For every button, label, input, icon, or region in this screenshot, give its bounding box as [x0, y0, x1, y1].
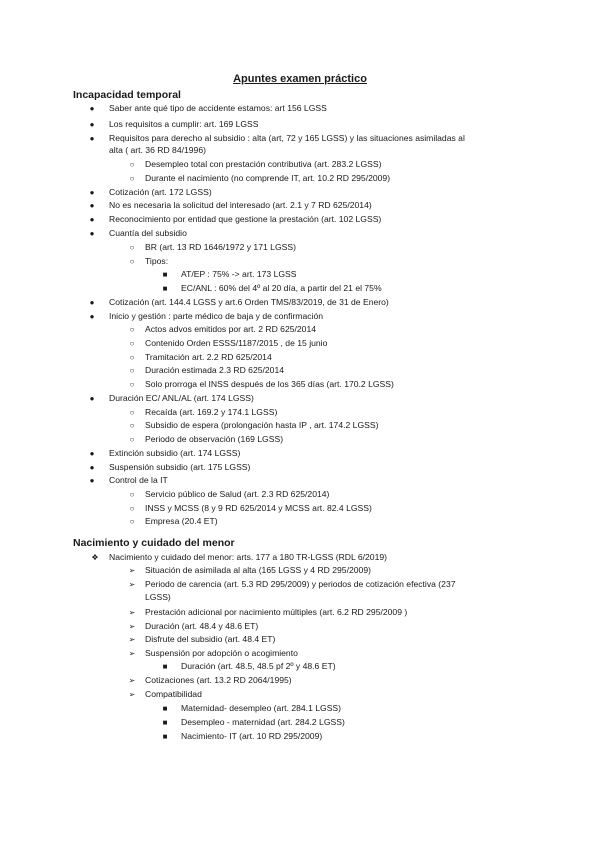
list-item: Recaída (art. 169.2 y 174.1 LGSS) [145, 407, 278, 417]
list-item: Duración EC/ ANL/AL (art. 174 LGSS) [109, 393, 254, 403]
bullet-dot-icon: ● [89, 104, 95, 113]
bullet-square-icon: ■ [162, 270, 168, 279]
list-item: Subsidio de espera (prolongación hasta IP , art. 174.2 LGSS) [145, 420, 379, 430]
arrow-bullet-icon: ➢ [128, 690, 136, 699]
list-item: Tramitación art. 2.2 RD 625/2014 [145, 352, 272, 362]
section-heading-incapacidad: Incapacidad temporal [73, 89, 181, 101]
bullet-square-icon: ■ [162, 704, 168, 713]
list-item: Reconocimiento por entidad que gestione la prestación (art. 102 LGSS) [109, 214, 382, 224]
bullet-square-icon: ■ [162, 718, 168, 727]
list-item: Periodo de carencia (art. 5.3 RD 295/2009) y periodos de cotización efectiva (237 [145, 579, 456, 589]
arrow-bullet-icon: ➢ [128, 622, 136, 631]
list-item: Periodo de observación (169 LGSS) [145, 434, 284, 444]
list-item: AT/EP : 75% -> art. 173 LGSS [181, 269, 297, 279]
list-item: Empresa (20.4 ET) [145, 516, 218, 526]
list-item: Control de la IT [109, 475, 168, 485]
bullet-dot-icon: ● [89, 312, 95, 321]
list-item: Compatibilidad [145, 689, 202, 699]
list-item: Prestación adicional por nacimiento múltiples (art. 6.2 RD 295/2009 ) [145, 607, 408, 617]
list-item: Durante el nacimiento (no comprende IT, art. 10.2 RD 295/2009) [145, 173, 391, 183]
list-item: Requisitos para derecho al subsidio : alta (art, 72 y 165 LGSS) y las situaciones asimiladas al [109, 133, 465, 143]
list-item: Situación de asimilada al alta (165 LGSS y 4 RD 295/2009) [145, 565, 371, 575]
bullet-circle-icon: ○ [129, 243, 135, 252]
bullet-circle-icon: ○ [129, 408, 135, 417]
list-item: Nacimiento y cuidado del menor: arts. 177 a 180 TR-LGSS (RDL 6/2019) [109, 552, 388, 562]
list-item: BR (art. 13 RD 1646/1972 y 171 LGSS) [145, 242, 296, 252]
bullet-circle-icon: ○ [129, 353, 135, 362]
list-item: Extinción subsidio (art. 174 LGSS) [109, 448, 241, 458]
list-item-continuation: alta ( art. 36 RD 84/1996) [109, 145, 206, 155]
bullet-dot-icon: ● [89, 188, 95, 197]
bullet-dot-icon: ● [89, 120, 95, 129]
arrow-bullet-icon: ➢ [128, 580, 136, 589]
bullet-circle-icon: ○ [129, 160, 135, 169]
list-item: Desempleo total con prestación contributiva (art. 283.2 LGSS) [145, 159, 382, 169]
bullet-circle-icon: ○ [129, 325, 135, 334]
bullet-circle-icon: ○ [129, 421, 135, 430]
list-item: Tipos: [145, 256, 169, 266]
arrow-bullet-icon: ➢ [128, 649, 136, 658]
arrow-bullet-icon: ➢ [128, 676, 136, 685]
bullet-circle-icon: ○ [129, 174, 135, 183]
bullet-dot-icon: ● [89, 215, 95, 224]
bullet-square-icon: ■ [162, 284, 168, 293]
bullet-circle-icon: ○ [129, 517, 135, 526]
bullet-square-icon: ■ [162, 732, 168, 741]
bullet-square-icon: ■ [162, 662, 168, 671]
bullet-circle-icon: ○ [129, 257, 135, 266]
list-item: Contenido Orden ESSS/1187/2015 , de 15 junio [145, 338, 328, 348]
list-item: Actos advos emitidos por art. 2 RD 625/2014 [145, 324, 317, 334]
arrow-bullet-icon: ➢ [128, 608, 136, 617]
list-item: Disfrute del subsidio (art. 48.4 ET) [145, 634, 276, 644]
list-item: Maternidad- desempleo (art. 284.1 LGSS) [181, 703, 342, 713]
bullet-dot-icon: ● [89, 298, 95, 307]
bullet-circle-icon: ○ [129, 380, 135, 389]
list-item: Nacimiento- IT (art. 10 RD 295/2009) [181, 731, 323, 741]
bullet-dot-icon: ● [89, 463, 95, 472]
bullet-dot-icon: ● [89, 201, 95, 210]
bullet-dot-icon: ● [89, 394, 95, 403]
bullet-circle-icon: ○ [129, 339, 135, 348]
bullet-dot-icon: ● [89, 229, 95, 238]
list-item: EC/ANL : 60% del 4º al 20 día, a partir del 21 el 75% [181, 283, 382, 293]
bullet-dot-icon: ● [89, 134, 95, 143]
list-item: Los requisitos a cumplir: art. 169 LGSS [109, 119, 259, 129]
list-item: Cotización (art. 144.4 LGSS y art.6 Orden TMS/83/2019, de 31 de Enero) [109, 297, 389, 307]
arrow-bullet-icon: ➢ [128, 566, 136, 575]
list-item: Suspensión subsidio (art. 175 LGSS) [109, 462, 251, 472]
list-item: Cotizaciones (art. 13.2 RD 2064/1995) [145, 675, 292, 685]
bullet-circle-icon: ○ [129, 366, 135, 375]
arrow-bullet-icon: ➢ [128, 635, 136, 644]
list-item: Cotización (art. 172 LGSS) [109, 187, 212, 197]
list-item: Duración estimada 2.3 RD 625/2014 [145, 365, 285, 375]
bullet-dot-icon: ● [89, 476, 95, 485]
list-item: Desempleo - maternidad (art. 284.2 LGSS) [181, 717, 345, 727]
bullet-dot-icon: ● [89, 449, 95, 458]
list-item: INSS y MCSS (8 y 9 RD 625/2014 y MCSS art. 82.4 LGSS) [145, 503, 372, 513]
list-item: Suspensión por adopción o acogimiento [145, 648, 298, 658]
bullet-circle-icon: ○ [129, 435, 135, 444]
bullet-circle-icon: ○ [129, 490, 135, 499]
list-item: No es necesaria la solicitud del interesado (art. 2.1 y 7 RD 625/2014) [109, 200, 372, 210]
list-item: Cuantía del subsidio [109, 228, 187, 238]
list-item: Saber ante qué tipo de accidente estamos: art 156 LGSS [109, 103, 327, 113]
list-item: Solo prorroga el INSS después de los 365 días (art. 170.2 LGSS) [145, 379, 394, 389]
page-title: Apuntes examen práctico [233, 73, 367, 85]
list-item: Inicio y gestión : parte médico de baja y de confirmación [109, 311, 324, 321]
list-item: Servicio público de Salud (art. 2.3 RD 625/2014) [145, 489, 330, 499]
bullet-circle-icon: ○ [129, 504, 135, 513]
list-item: Duración (art. 48.5, 48.5 pf 2º y 48.6 ET) [181, 661, 336, 671]
list-item-continuation: LGSS) [145, 592, 171, 602]
section-heading-nacimiento: Nacimiento y cuidado del menor [73, 537, 235, 549]
diamond-bullet-icon: ❖ [91, 553, 99, 562]
list-item: Duración (art. 48.4 y 48.6 ET) [145, 621, 259, 631]
